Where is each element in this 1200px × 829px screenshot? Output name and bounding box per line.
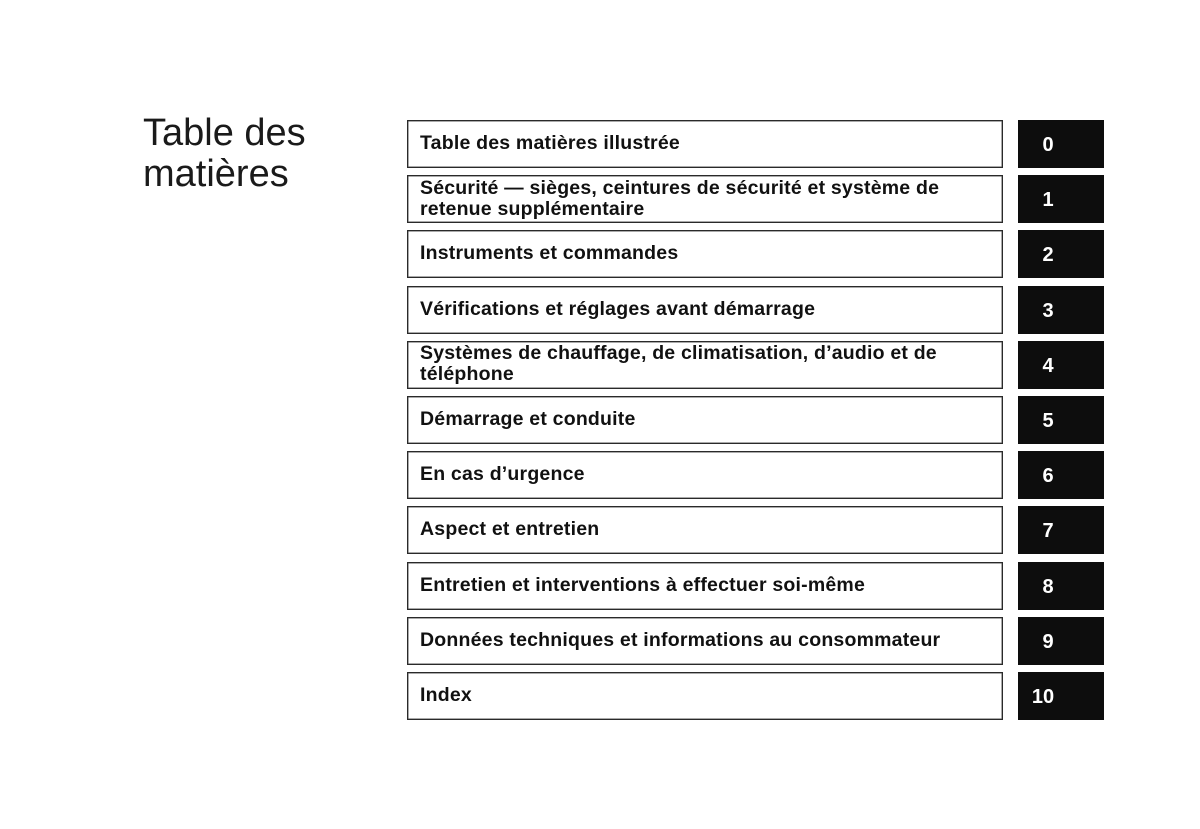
toc-chapter-title: Instruments et commandes [420, 242, 679, 265]
toc-chapter-link[interactable] [407, 230, 1003, 278]
toc-item-8 [407, 562, 1104, 610]
chapter-number: 10 [1031, 685, 1055, 708]
toc-chapter-link[interactable] [407, 672, 1003, 720]
chapter-number-tab[interactable] [1018, 451, 1104, 499]
toc-item-6 [407, 451, 1104, 499]
toc-chapter-link[interactable] [407, 175, 1003, 223]
toc-chapter-link[interactable] [407, 286, 1003, 334]
toc-chapter-link[interactable] [407, 451, 1003, 499]
chapter-number-tab[interactable] [1018, 286, 1104, 334]
chapter-number: 6 [1042, 465, 1054, 488]
toc-chapter-title: En cas d’urgence [420, 463, 585, 486]
chapter-number-tab[interactable] [1018, 506, 1104, 554]
toc-chapter-title: Aspect et entretien [420, 518, 600, 541]
chapter-number: 1 [1042, 189, 1054, 212]
toc-item-3 [407, 286, 1104, 334]
toc-item-7 [407, 506, 1104, 554]
toc-chapter-title: Vérifications et réglages avant démarrage [420, 297, 816, 320]
toc-item-10 [407, 672, 1104, 720]
toc-chapter-link[interactable] [407, 120, 1003, 168]
chapter-number-tab[interactable] [1018, 230, 1104, 278]
toc-item-2 [407, 230, 1104, 278]
chapter-number-tab[interactable] [1018, 672, 1104, 720]
toc-chapter-link[interactable] [407, 562, 1003, 610]
toc-item-9 [407, 617, 1104, 665]
page-title-line-1: Table des [143, 112, 306, 154]
page-title [143, 113, 383, 195]
toc-item-5 [407, 396, 1104, 444]
toc-chapter-title: Démarrage et conduite [420, 407, 636, 430]
chapter-number: 5 [1042, 409, 1054, 432]
chapter-number-tab[interactable] [1018, 396, 1104, 444]
toc-chapter-title: Systèmes de chauffage, de climatisation, d’audio et de téléphone [420, 342, 937, 386]
toc-chapter-title: Table des matières illustrée [420, 132, 680, 154]
toc-chapter-link[interactable] [407, 396, 1003, 444]
chapter-number: 2 [1042, 244, 1054, 267]
table-of-contents [407, 120, 1104, 727]
toc-chapter-title: Sécurité — sièges, ceintures de sécurité et système de retenue supplémentaire [420, 176, 940, 220]
toc-item-4 [407, 341, 1104, 389]
chapter-number: 0 [1042, 134, 1054, 156]
toc-chapter-title: Index [420, 683, 472, 706]
chapter-number-tab[interactable] [1018, 175, 1104, 223]
toc-chapter-title: Données techniques et informations au consommateur [420, 628, 941, 651]
toc-item-1 [407, 175, 1104, 223]
chapter-number: 3 [1042, 299, 1054, 322]
chapter-number-tab[interactable] [1018, 120, 1104, 168]
chapter-number: 8 [1042, 575, 1054, 598]
toc-chapter-link[interactable] [407, 506, 1003, 554]
chapter-number-tab[interactable] [1018, 617, 1104, 665]
toc-chapter-link[interactable] [407, 617, 1003, 665]
chapter-number: 7 [1042, 520, 1054, 543]
toc-item-0 [407, 120, 1104, 168]
chapter-number-tab[interactable] [1018, 341, 1104, 389]
toc-chapter-link[interactable] [407, 341, 1003, 389]
chapter-number-tab[interactable] [1018, 562, 1104, 610]
toc-chapter-title: Entretien et interventions à effectuer soi-même [420, 573, 866, 596]
page-title-line-2: matières [143, 153, 289, 195]
chapter-number: 9 [1042, 630, 1054, 653]
chapter-number: 4 [1042, 354, 1054, 377]
